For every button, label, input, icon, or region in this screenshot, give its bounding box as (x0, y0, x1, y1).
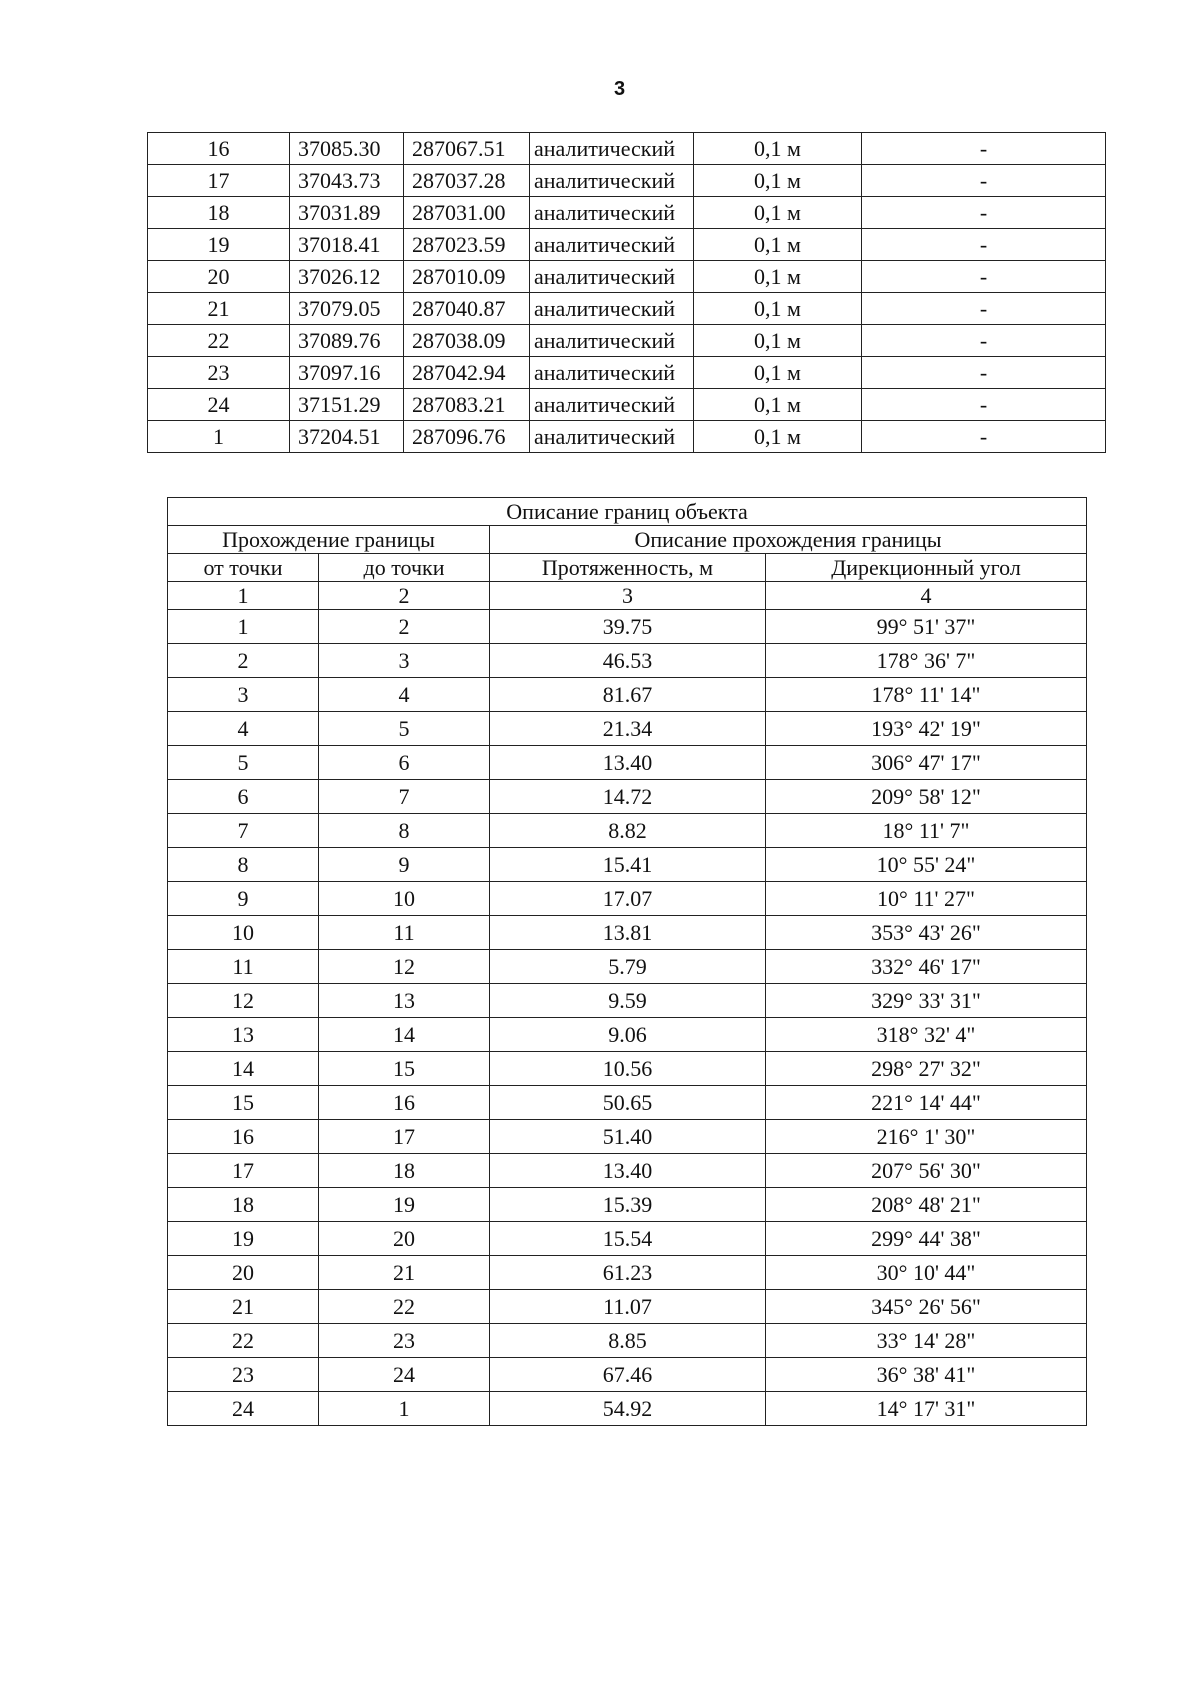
to-point: 4 (319, 678, 490, 712)
direction-angle: 329° 33' 31" (766, 984, 1087, 1018)
direction-angle: 318° 32' 4" (766, 1018, 1087, 1052)
direction-angle: 353° 43' 26" (766, 916, 1087, 950)
boundary-row (168, 848, 1087, 882)
from-point: 16 (168, 1120, 319, 1154)
direction-angle: 99° 51' 37" (766, 610, 1087, 644)
point-description: - (862, 293, 1106, 325)
point-description: - (862, 133, 1106, 165)
segment-length: 11.07 (490, 1290, 766, 1324)
point-number: 24 (148, 389, 290, 421)
boundary-row (168, 1256, 1087, 1290)
point-number: 20 (148, 261, 290, 293)
to-point: 19 (319, 1188, 490, 1222)
from-point: 14 (168, 1052, 319, 1086)
column-header-to: до точки (319, 554, 490, 582)
column-header-angle: Дирекционный угол (766, 554, 1087, 582)
from-point: 6 (168, 780, 319, 814)
column-number: 2 (319, 582, 490, 610)
to-point: 24 (319, 1358, 490, 1392)
determination-method: аналитический (530, 165, 694, 197)
coordinate-y: 287010.09 (404, 261, 530, 293)
to-point: 22 (319, 1290, 490, 1324)
from-point: 13 (168, 1018, 319, 1052)
to-point: 7 (319, 780, 490, 814)
direction-angle: 18° 11' 7" (766, 814, 1087, 848)
direction-angle: 33° 14' 28" (766, 1324, 1087, 1358)
segment-length: 9.59 (490, 984, 766, 1018)
boundary-description-table (167, 497, 1087, 1426)
boundary-row (168, 644, 1087, 678)
accuracy: 0,1 м (694, 293, 862, 325)
boundary-column-header-row (168, 554, 1087, 582)
determination-method: аналитический (530, 357, 694, 389)
to-point: 23 (319, 1324, 490, 1358)
from-point: 18 (168, 1188, 319, 1222)
coordinate-y: 287096.76 (404, 421, 530, 453)
coordinate-y: 287083.21 (404, 389, 530, 421)
coordinate-x: 37026.12 (290, 261, 404, 293)
direction-angle: 193° 42' 19" (766, 712, 1087, 746)
boundary-title-row (168, 498, 1087, 526)
from-point: 10 (168, 916, 319, 950)
direction-angle: 178° 11' 14" (766, 678, 1087, 712)
segment-length: 61.23 (490, 1256, 766, 1290)
boundary-row (168, 610, 1087, 644)
group-header-passage: Прохождение границы (168, 526, 490, 554)
from-point: 23 (168, 1358, 319, 1392)
boundary-row (168, 712, 1087, 746)
from-point: 15 (168, 1086, 319, 1120)
to-point: 9 (319, 848, 490, 882)
segment-length: 14.72 (490, 780, 766, 814)
direction-angle: 14° 17' 31" (766, 1392, 1087, 1426)
segment-length: 8.82 (490, 814, 766, 848)
segment-length: 15.39 (490, 1188, 766, 1222)
direction-angle: 221° 14' 44" (766, 1086, 1087, 1120)
from-point: 21 (168, 1290, 319, 1324)
from-point: 2 (168, 644, 319, 678)
determination-method: аналитический (530, 261, 694, 293)
boundary-row (168, 882, 1087, 916)
from-point: 17 (168, 1154, 319, 1188)
to-point: 18 (319, 1154, 490, 1188)
from-point: 19 (168, 1222, 319, 1256)
boundary-row (168, 814, 1087, 848)
direction-angle: 345° 26' 56" (766, 1290, 1087, 1324)
accuracy: 0,1 м (694, 389, 862, 421)
boundary-row (168, 950, 1087, 984)
column-number: 1 (168, 582, 319, 610)
coordinate-row (148, 197, 1106, 229)
direction-angle: 216° 1' 30" (766, 1120, 1087, 1154)
boundary-row (168, 1188, 1087, 1222)
determination-method: аналитический (530, 293, 694, 325)
point-description: - (862, 357, 1106, 389)
direction-angle: 332° 46' 17" (766, 950, 1087, 984)
boundary-row (168, 780, 1087, 814)
group-header-description: Описание прохождения границы (490, 526, 1087, 554)
segment-length: 51.40 (490, 1120, 766, 1154)
segment-length: 39.75 (490, 610, 766, 644)
point-description: - (862, 325, 1106, 357)
coordinate-x: 37018.41 (290, 229, 404, 261)
accuracy: 0,1 м (694, 421, 862, 453)
segment-length: 46.53 (490, 644, 766, 678)
coordinate-row (148, 325, 1106, 357)
coordinate-row (148, 357, 1106, 389)
from-point: 11 (168, 950, 319, 984)
to-point: 10 (319, 882, 490, 916)
point-description: - (862, 197, 1106, 229)
point-number: 18 (148, 197, 290, 229)
to-point: 12 (319, 950, 490, 984)
accuracy: 0,1 м (694, 197, 862, 229)
direction-angle: 30° 10' 44" (766, 1256, 1087, 1290)
segment-length: 67.46 (490, 1358, 766, 1392)
coordinate-y: 287023.59 (404, 229, 530, 261)
from-point: 7 (168, 814, 319, 848)
to-point: 13 (319, 984, 490, 1018)
page-number: 3 (613, 78, 626, 100)
coordinate-x: 37204.51 (290, 421, 404, 453)
to-point: 20 (319, 1222, 490, 1256)
boundary-row (168, 1052, 1087, 1086)
determination-method: аналитический (530, 133, 694, 165)
determination-method: аналитический (530, 325, 694, 357)
boundary-row (168, 1018, 1087, 1052)
point-description: - (862, 229, 1106, 261)
to-point: 15 (319, 1052, 490, 1086)
point-number: 17 (148, 165, 290, 197)
from-point: 22 (168, 1324, 319, 1358)
accuracy: 0,1 м (694, 357, 862, 389)
segment-length: 15.41 (490, 848, 766, 882)
coordinate-row (148, 165, 1106, 197)
direction-angle: 306° 47' 17" (766, 746, 1087, 780)
accuracy: 0,1 м (694, 133, 862, 165)
from-point: 1 (168, 610, 319, 644)
segment-length: 17.07 (490, 882, 766, 916)
boundary-row (168, 916, 1087, 950)
boundary-row (168, 746, 1087, 780)
boundary-title: Описание границ объекта (168, 498, 1087, 526)
coordinate-x: 37097.16 (290, 357, 404, 389)
to-point: 14 (319, 1018, 490, 1052)
boundary-row (168, 1154, 1087, 1188)
coordinate-y: 287040.87 (404, 293, 530, 325)
boundary-row (168, 1290, 1087, 1324)
boundary-row (168, 1358, 1087, 1392)
determination-method: аналитический (530, 197, 694, 229)
point-number: 19 (148, 229, 290, 261)
accuracy: 0,1 м (694, 165, 862, 197)
segment-length: 13.81 (490, 916, 766, 950)
from-point: 20 (168, 1256, 319, 1290)
to-point: 6 (319, 746, 490, 780)
boundary-column-number-row (168, 582, 1087, 610)
coordinate-y: 287038.09 (404, 325, 530, 357)
boundary-row (168, 1222, 1087, 1256)
column-number: 3 (490, 582, 766, 610)
column-header-from: от точки (168, 554, 319, 582)
coordinate-row (148, 229, 1106, 261)
to-point: 11 (319, 916, 490, 950)
segment-length: 9.06 (490, 1018, 766, 1052)
direction-angle: 10° 55' 24" (766, 848, 1087, 882)
to-point: 3 (319, 644, 490, 678)
direction-angle: 178° 36' 7" (766, 644, 1087, 678)
point-description: - (862, 261, 1106, 293)
from-point: 4 (168, 712, 319, 746)
to-point: 2 (319, 610, 490, 644)
accuracy: 0,1 м (694, 229, 862, 261)
coordinate-row (148, 293, 1106, 325)
coordinate-row (148, 389, 1106, 421)
point-description: - (862, 389, 1106, 421)
direction-angle: 207° 56' 30" (766, 1154, 1087, 1188)
boundary-row (168, 1392, 1087, 1426)
coordinate-y: 287042.94 (404, 357, 530, 389)
segment-length: 21.34 (490, 712, 766, 746)
point-number: 23 (148, 357, 290, 389)
to-point: 21 (319, 1256, 490, 1290)
from-point: 9 (168, 882, 319, 916)
from-point: 3 (168, 678, 319, 712)
boundary-row (168, 678, 1087, 712)
coordinate-y: 287031.00 (404, 197, 530, 229)
coordinate-y: 287067.51 (404, 133, 530, 165)
boundary-group-header-row (168, 526, 1087, 554)
segment-length: 5.79 (490, 950, 766, 984)
direction-angle: 10° 11' 27" (766, 882, 1087, 916)
direction-angle: 299° 44' 38" (766, 1222, 1087, 1256)
column-header-length: Протяженность, м (490, 554, 766, 582)
coordinates-table (147, 132, 1106, 453)
point-description: - (862, 165, 1106, 197)
from-point: 12 (168, 984, 319, 1018)
coordinate-x: 37031.89 (290, 197, 404, 229)
segment-length: 15.54 (490, 1222, 766, 1256)
direction-angle: 298° 27' 32" (766, 1052, 1087, 1086)
coordinate-x: 37151.29 (290, 389, 404, 421)
to-point: 1 (319, 1392, 490, 1426)
coordinate-row (148, 421, 1106, 453)
accuracy: 0,1 м (694, 325, 862, 357)
point-number: 16 (148, 133, 290, 165)
direction-angle: 36° 38' 41" (766, 1358, 1087, 1392)
point-number: 1 (148, 421, 290, 453)
coordinate-x: 37043.73 (290, 165, 404, 197)
segment-length: 54.92 (490, 1392, 766, 1426)
from-point: 24 (168, 1392, 319, 1426)
to-point: 5 (319, 712, 490, 746)
coordinate-row (148, 133, 1106, 165)
from-point: 5 (168, 746, 319, 780)
boundary-row (168, 1086, 1087, 1120)
accuracy: 0,1 м (694, 261, 862, 293)
segment-length: 50.65 (490, 1086, 766, 1120)
coordinate-x: 37079.05 (290, 293, 404, 325)
boundary-row (168, 984, 1087, 1018)
segment-length: 13.40 (490, 1154, 766, 1188)
from-point: 8 (168, 848, 319, 882)
point-description: - (862, 421, 1106, 453)
segment-length: 81.67 (490, 678, 766, 712)
coordinate-row (148, 261, 1106, 293)
to-point: 17 (319, 1120, 490, 1154)
coordinate-x: 37089.76 (290, 325, 404, 357)
determination-method: аналитический (530, 389, 694, 421)
segment-length: 13.40 (490, 746, 766, 780)
determination-method: аналитический (530, 421, 694, 453)
direction-angle: 208° 48' 21" (766, 1188, 1087, 1222)
segment-length: 10.56 (490, 1052, 766, 1086)
point-number: 21 (148, 293, 290, 325)
coordinate-y: 287037.28 (404, 165, 530, 197)
segment-length: 8.85 (490, 1324, 766, 1358)
point-number: 22 (148, 325, 290, 357)
coordinate-x: 37085.30 (290, 133, 404, 165)
direction-angle: 209° 58' 12" (766, 780, 1087, 814)
boundary-row (168, 1324, 1087, 1358)
column-number: 4 (766, 582, 1087, 610)
to-point: 8 (319, 814, 490, 848)
to-point: 16 (319, 1086, 490, 1120)
boundary-row (168, 1120, 1087, 1154)
determination-method: аналитический (530, 229, 694, 261)
